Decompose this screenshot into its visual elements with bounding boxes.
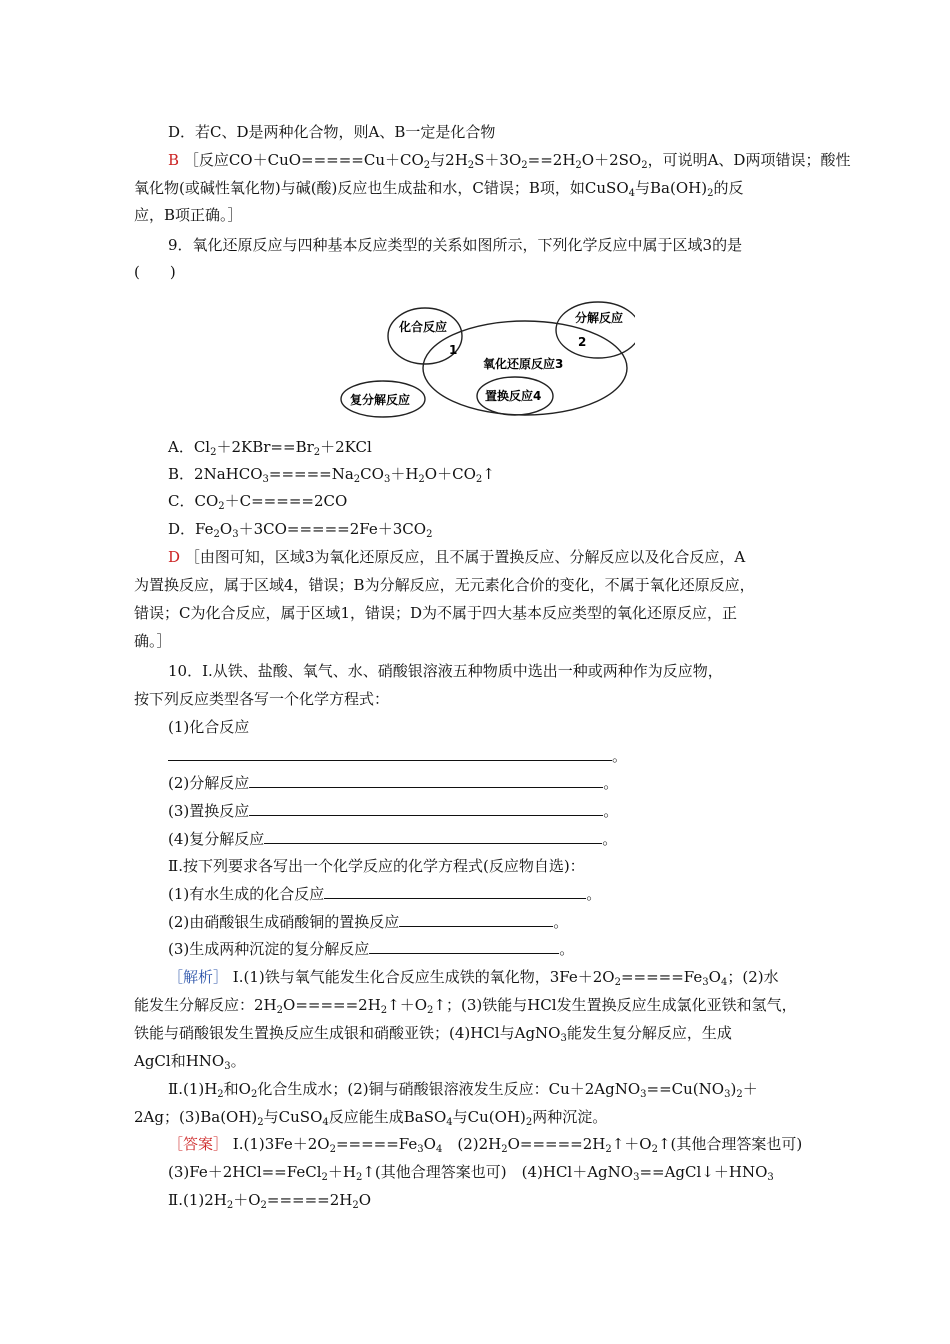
q10-answer-line[interactable]: 。 bbox=[168, 745, 858, 767]
region-2-label: 2 bbox=[578, 335, 587, 349]
answer-tag: ［答案］ bbox=[168, 1135, 229, 1153]
blank-line[interactable] bbox=[369, 939, 559, 954]
q9-option-d: D．$Fe_2O_3+3CO=====2Fe+3CO_2$ bbox=[168, 520, 433, 540]
q10-analysis-line: AgCl和$HNO_3$。 bbox=[134, 1052, 246, 1072]
displacement-label: 置换反应4 bbox=[485, 389, 542, 403]
q10-analysis-line: 铁能与硝酸银发生置换反应生成银和硝酸亚铁；(4)HCl与AgNO$_3$能发生复分解反应，生成 bbox=[134, 1024, 732, 1044]
q9-explanation-line: 确。］ bbox=[134, 632, 172, 650]
q9-stem-bracket: ( ) bbox=[134, 263, 176, 281]
q10-part1-item2: (2)分解反应 。 bbox=[168, 774, 619, 792]
q10-analysis-line: ［解析］ Ⅰ.(1)铁与氧气能发生化合反应生成铁的氧化物，$3Fe+2O_2=====Fe_3O_4$；(2)水 bbox=[168, 968, 779, 988]
redox-label: 氧化还原反应3 bbox=[483, 357, 564, 371]
q10-answer-line: $(3)Fe+2HCl==FeCl_2+H_2↑$(其他合理答案也可) $(4)HCl+AgNO_3==AgCl↓+HNO_3$ bbox=[168, 1163, 774, 1183]
q10-part1-item1: (1)化合反应 bbox=[168, 718, 250, 736]
q10-part1-item3: (3)置换反应 。 bbox=[168, 802, 619, 820]
q9-option-a: A．$Cl_2+2KBr==Br_2+2KCl$ bbox=[168, 438, 372, 458]
q8-answer-letter: B bbox=[168, 151, 180, 169]
decomposition-label: 分解反应 bbox=[575, 311, 624, 325]
q9-option-c: C．$CO_2+C=====2CO$ bbox=[168, 492, 348, 512]
q10-answer-line: ［答案］ $Ⅰ.(1)3Fe+2O_2=====Fe_3O_4$ $(2)2H_2O=====2H_2↑+O_2↑$(其他合理答案也可) bbox=[168, 1135, 803, 1155]
q8-explanation-line: 应，B项正确。］ bbox=[134, 206, 243, 224]
analysis-tag: ［解析］ bbox=[168, 968, 229, 986]
q9-explanation-line: 错误；C为化合反应，属于区域1，错误；D为不属于四大基本反应类型的氧化还原反应，正 bbox=[134, 604, 738, 622]
q10-analysis-line: 2Ag；$(3)Ba(OH)_2$与CuSO$_4$反应能生成BaSO$_4$与$Cu(OH)_2$两种沉淀。 bbox=[134, 1108, 608, 1128]
q9-explanation-line: 为置换反应，属于区域4，错误；B为分解反应，无元素化合价的变化，不属于氧化还原反应， bbox=[134, 576, 755, 594]
q10-answer-line: $Ⅱ.(1)2H_2+O_2=====2H_2O$ bbox=[168, 1191, 372, 1211]
q10-part2-item1: (1)有水生成的化合反应 。 bbox=[168, 885, 602, 903]
q9-explanation-line: D ［由图可知，区域3为氧化还原反应，且不属于置换反应、分解反应以及化合反应，A bbox=[168, 548, 746, 566]
q10-part1-item4: (4)复分解反应 。 bbox=[168, 830, 618, 848]
q8-explanation-line: B ［反应$CO+CuO=====Cu+CO_2$与$2H_2S+3O_2==2H_2O+2SO_2$，可说明A、D两项错误；酸性 bbox=[168, 151, 851, 171]
q9-answer-letter: D bbox=[168, 548, 181, 566]
blank-line[interactable] bbox=[249, 773, 603, 788]
blank-line[interactable] bbox=[249, 801, 603, 816]
region-1-label: 1 bbox=[449, 343, 458, 357]
combination-label: 化合反应 bbox=[399, 320, 448, 334]
double-decomposition-label: 复分解反应 bbox=[350, 393, 411, 407]
q8-option-d: D．若C、D是两种化合物，则A、B一定是化合物 bbox=[168, 123, 496, 141]
q10-part2-stem: Ⅱ.按下列要求各写出一个化学反应的化学方程式(反应物自选)： bbox=[168, 857, 585, 875]
q8-explanation-line: 氧化物(或碱性氧化物)与碱(酸)反应也生成盐和水，C错误；B项，如CuSO$_4$与$Ba(OH)_2$的反 bbox=[134, 179, 744, 199]
blank-line[interactable] bbox=[264, 829, 602, 844]
q10-stem: 按下列反应类型各写一个化学方程式： bbox=[134, 690, 390, 708]
reaction-types-diagram bbox=[335, 296, 635, 421]
blank-line[interactable] bbox=[324, 884, 586, 899]
q10-part2-item3: (3)生成两种沉淀的复分解反应 。 bbox=[168, 940, 575, 958]
q9-stem: 9．氧化还原反应与四种基本反应类型的关系如图所示，下列化学反应中属于区域3的是 bbox=[168, 236, 743, 254]
q10-analysis-line: $Ⅱ.(1)H_2$和$O_2$化合生成水；(2)铜与硝酸银溶液发生反应：$Cu+2AgNO_3==Cu(NO_3)_2+$ bbox=[168, 1080, 758, 1100]
blank-line[interactable] bbox=[399, 912, 553, 927]
q10-analysis-line: 能发生分解反应：$2H_2O=====2H_2↑+O_2↑$；(3)铁能与HCl发生置换反应生成氯化亚铁和氢气， bbox=[134, 996, 797, 1016]
q9-option-b: B．$2NaHCO_3=====Na_2CO_3+H_2O+CO_2↑$ bbox=[168, 465, 495, 485]
q10-stem: 10．Ⅰ.从铁、盐酸、氧气、水、硝酸银溶液五种物质中选出一种或两种作为反应物， bbox=[168, 662, 723, 680]
q10-part2-item2: (2)由硝酸银生成硝酸铜的置换反应 。 bbox=[168, 913, 569, 931]
